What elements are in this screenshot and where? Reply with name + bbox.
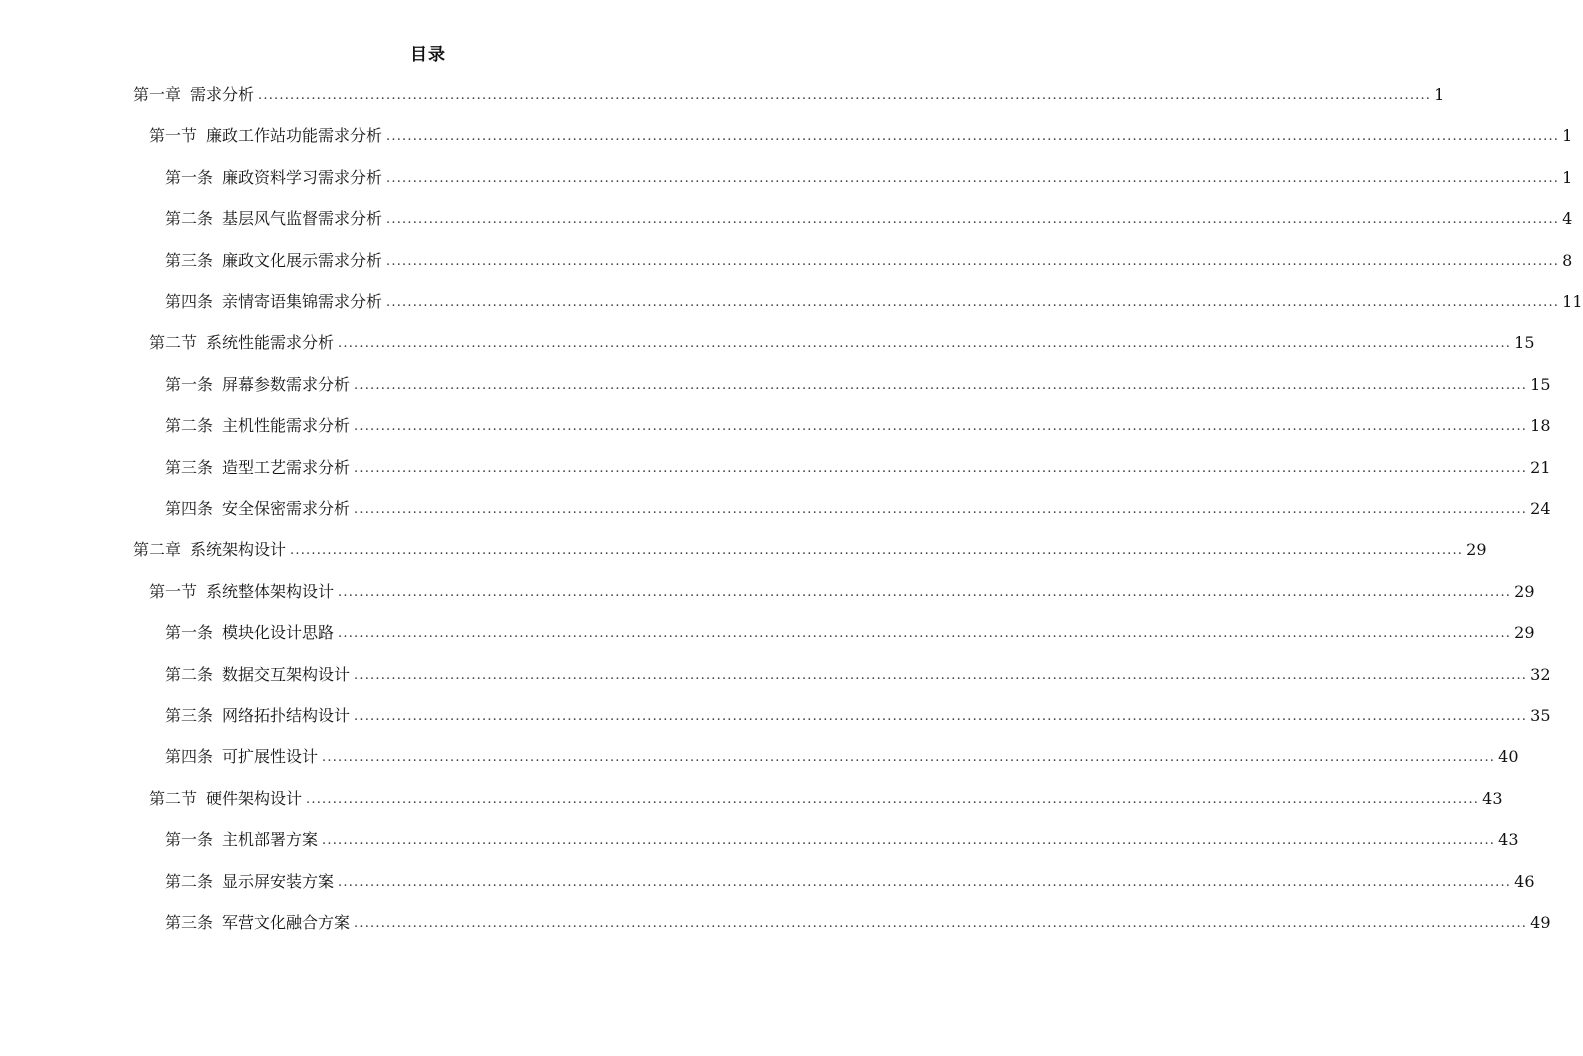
toc-entry[interactable] — [165, 204, 1573, 234]
toc-entry-number: 第二条 — [165, 664, 214, 684]
toc-entry[interactable] — [165, 287, 1583, 317]
toc-entry-number: 第二章 — [133, 540, 182, 560]
toc-leader-dots: ............................................................................................................................................................................................................................ — [354, 460, 1528, 476]
toc-entry-title: 基层风气监督需求分析 — [222, 209, 383, 229]
toc-entry-number: 第二条 — [165, 209, 214, 229]
toc-leader-dots: ............................................................................................................................................................................................................................ — [386, 170, 1560, 186]
toc-entry-number: 第四条 — [165, 747, 214, 767]
toc-page-number: 29 — [1514, 581, 1535, 601]
toc-page-number: 18 — [1530, 416, 1551, 436]
toc-entry-title: 廉政资料学习需求分析 — [222, 167, 383, 187]
toc-entry-number: 第二条 — [165, 871, 214, 891]
toc-entry-title: 需求分析 — [190, 85, 255, 104]
toc-leader-dots: ............................................................................................................................................................................................................................ — [386, 295, 1560, 310]
toc-entry-number: 第二节 — [149, 788, 198, 808]
toc-entry[interactable] — [165, 742, 1519, 772]
toc-page-number: 8 — [1562, 250, 1573, 270]
toc-leader-dots: ............................................................................................................................................................................................................................ — [386, 129, 1560, 145]
toc-leader-dots: ............................................................................................................................................................................................................................ — [338, 626, 1512, 642]
toc-entry[interactable] — [165, 453, 1551, 483]
toc-entry[interactable] — [149, 121, 1573, 151]
toc-leader-dots: ............................................................................................................................................................................................................................ — [354, 667, 1528, 683]
toc-entry[interactable] — [165, 411, 1551, 441]
toc-page-number: 1 — [1562, 167, 1573, 187]
toc-entry-title: 主机部署方案 — [222, 830, 319, 850]
toc-leader-dots: ............................................................................................................................................................................................................................ — [306, 791, 1480, 807]
toc-leader-dots: ............................................................................................................................................................................................................................ — [322, 750, 1496, 766]
toc-entry[interactable] — [165, 618, 1535, 648]
toc-entry-title: 亲情寄语集锦需求分析 — [222, 292, 383, 311]
toc-entry[interactable] — [149, 577, 1535, 607]
toc-leader-dots: ............................................................................................................................................................................................................................ — [386, 253, 1560, 269]
toc-entry-number: 第一条 — [165, 374, 214, 394]
toc-entry[interactable] — [165, 246, 1573, 276]
toc-entry[interactable] — [165, 825, 1519, 855]
toc-entry-title: 网络拓扑结构设计 — [222, 706, 351, 725]
toc-entry-title: 系统整体架构设计 — [206, 581, 335, 601]
toc-entry-title: 廉政工作站功能需求分析 — [206, 126, 383, 146]
toc-leader-dots: ............................................................................................................................................................................................................................ — [354, 419, 1528, 435]
toc-entry-title: 屏幕参数需求分析 — [222, 374, 351, 394]
toc-page-number: 49 — [1530, 913, 1551, 932]
toc-page-number: 43 — [1498, 830, 1519, 850]
toc-entry-title: 模块化设计思路 — [222, 623, 335, 643]
toc-entry-title: 造型工艺需求分析 — [222, 457, 351, 477]
toc-entry-title: 廉政文化展示需求分析 — [222, 250, 383, 270]
toc-entry-number: 第四条 — [165, 499, 214, 518]
toc-entry[interactable] — [149, 784, 1503, 814]
toc-entry-number: 第一章 — [133, 85, 182, 104]
toc-page-number: 21 — [1530, 457, 1551, 477]
toc-entry[interactable] — [165, 908, 1551, 938]
toc-entry[interactable] — [133, 535, 1487, 565]
toc-entry-number: 第四条 — [165, 292, 214, 311]
toc-leader-dots: ............................................................................................................................................................................................................................ — [354, 377, 1528, 393]
toc-page-number: 15 — [1514, 333, 1535, 353]
toc-entry-title: 系统架构设计 — [190, 540, 287, 560]
toc-leader-dots: ............................................................................................................................................................................................................................ — [290, 543, 1464, 559]
toc-leader-dots: ............................................................................................................................................................................................................................ — [322, 833, 1496, 849]
toc-leader-dots: ............................................................................................................................................................................................................................ — [386, 212, 1560, 228]
toc-entry[interactable] — [165, 867, 1535, 897]
toc-page-number: 11 — [1562, 292, 1583, 311]
toc-page-number: 35 — [1530, 706, 1551, 725]
toc-entry-title: 数据交互架构设计 — [222, 664, 351, 684]
toc-entry-number: 第一节 — [149, 126, 198, 146]
toc-leader-dots: ............................................................................................................................................................................................................................ — [354, 502, 1528, 517]
toc-page-number: 29 — [1466, 540, 1487, 560]
toc-entry-number: 第三条 — [165, 250, 214, 270]
toc-entry-title: 硬件架构设计 — [206, 788, 303, 808]
toc-page-number: 43 — [1482, 788, 1503, 808]
toc-entry[interactable] — [165, 660, 1551, 690]
toc-entry-title: 显示屏安装方案 — [222, 871, 335, 891]
toc-entry[interactable] — [149, 328, 1535, 358]
toc-page-number: 4 — [1562, 209, 1573, 229]
toc-entry-number: 第一条 — [165, 830, 214, 850]
toc-entry-title: 军营文化融合方案 — [222, 913, 351, 932]
toc-page-number: 29 — [1514, 623, 1535, 643]
toc-leader-dots: ............................................................................................................................................................................................................................ — [258, 88, 1432, 103]
toc-entry-number: 第二节 — [149, 333, 198, 353]
toc-page-number: 40 — [1498, 747, 1519, 767]
toc-entry-title: 安全保密需求分析 — [222, 499, 351, 518]
toc-entry-number: 第二条 — [165, 416, 214, 436]
toc-page-number: 1 — [1562, 126, 1573, 146]
toc-entry[interactable] — [165, 494, 1551, 524]
toc-leader-dots: ............................................................................................................................................................................................................................ — [354, 916, 1528, 931]
toc-entry-number: 第三条 — [165, 706, 214, 725]
toc-entry-number: 第一条 — [165, 623, 214, 643]
toc-leader-dots: ............................................................................................................................................................................................................................ — [354, 709, 1528, 724]
toc-entry[interactable] — [165, 370, 1551, 400]
toc-leader-dots: ............................................................................................................................................................................................................................ — [338, 874, 1512, 890]
toc-page-number: 32 — [1530, 664, 1551, 684]
toc-entry-number: 第一节 — [149, 581, 198, 601]
toc-entry-number: 第一条 — [165, 167, 214, 187]
toc-entry[interactable] — [133, 80, 1445, 110]
toc-leader-dots: ............................................................................................................................................................................................................................ — [338, 336, 1512, 352]
toc-page-number: 1 — [1434, 85, 1445, 104]
toc-leader-dots: ............................................................................................................................................................................................................................ — [338, 584, 1512, 600]
toc-title: 目录 — [410, 45, 446, 65]
toc-page-number: 24 — [1530, 499, 1551, 518]
toc-entry-title: 可扩展性设计 — [222, 747, 319, 767]
toc-entry[interactable] — [165, 163, 1573, 193]
toc-entry-title: 主机性能需求分析 — [222, 416, 351, 436]
toc-entry-title: 系统性能需求分析 — [206, 333, 335, 353]
toc-entry[interactable] — [165, 701, 1551, 731]
toc-entry-number: 第三条 — [165, 913, 214, 932]
toc-page-number: 15 — [1530, 374, 1551, 394]
toc-page-number: 46 — [1514, 871, 1535, 891]
toc-entry-number: 第三条 — [165, 457, 214, 477]
